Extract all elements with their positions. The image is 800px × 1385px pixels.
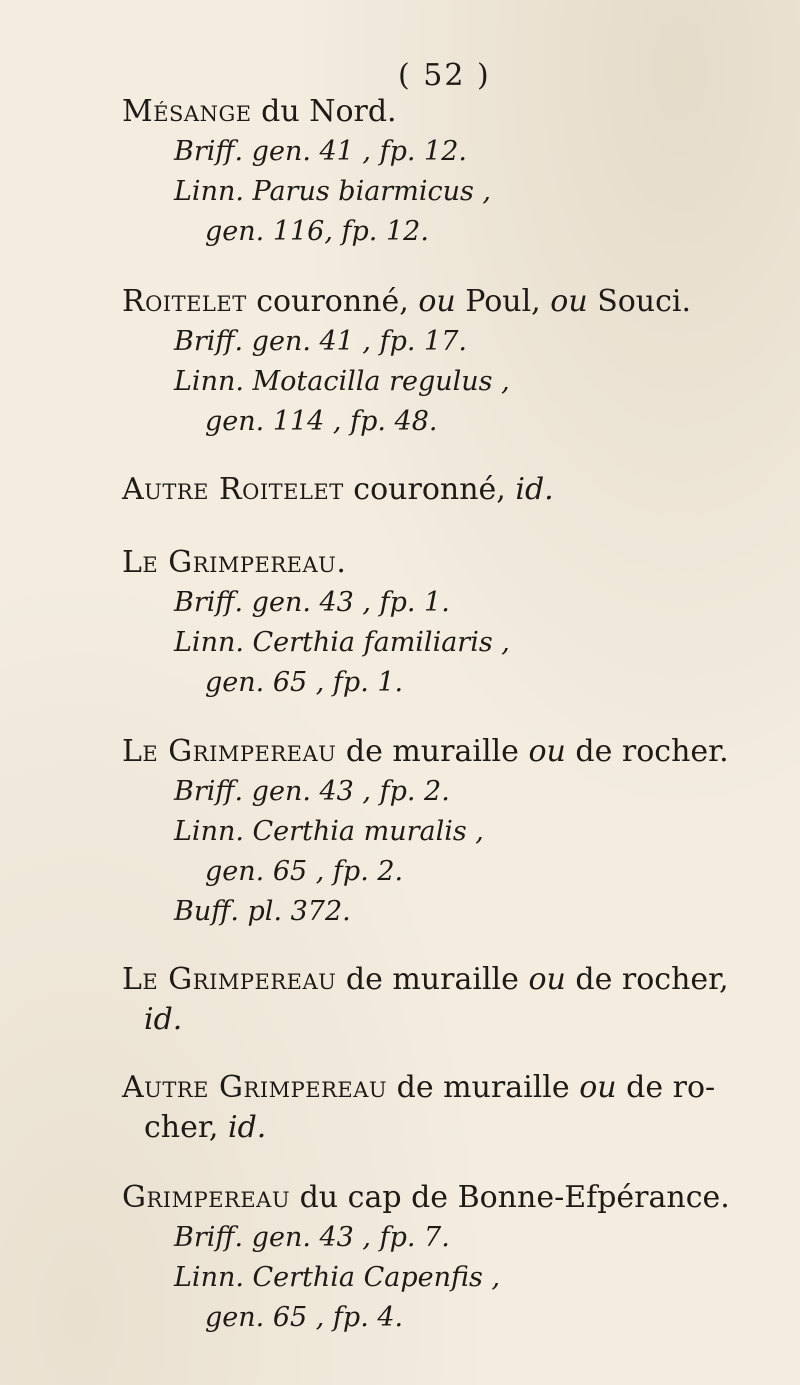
entry-heading: [122, 470, 782, 510]
heading-ditto: id.: [144, 1002, 183, 1037]
heading-text: couronné,: [343, 472, 516, 507]
heading-conjunction: ou: [528, 962, 566, 997]
heading-text: Souci.: [587, 284, 692, 319]
entry-mesange-du-nord: [122, 92, 782, 252]
heading-ditto: id.: [515, 472, 554, 507]
heading-text: de rocher.: [565, 734, 729, 769]
bird-name: Roitelet: [122, 284, 247, 319]
reference-line: gen. 65 , fp. 1.: [205, 667, 404, 698]
heading-ditto: id.: [228, 1110, 267, 1145]
reference-line: Linn. Certhia muralis ,: [174, 816, 484, 847]
heading-continuation: [122, 1000, 782, 1040]
heading-continuation: [122, 1108, 782, 1148]
entry-autre-roitelet: [122, 470, 782, 510]
reference-line: Briff. gen. 43 , fp. 2.: [174, 776, 450, 807]
reference-line: Linn. Parus biarmicus ,: [174, 176, 491, 207]
heading-text: du Nord.: [251, 94, 397, 129]
entry-heading: [122, 282, 782, 322]
bird-name: Mésange: [122, 94, 252, 129]
heading-conjunction: ou: [550, 284, 588, 319]
heading-text: de muraille: [336, 962, 529, 997]
heading-conjunction: ou: [528, 734, 566, 769]
entry-heading: [122, 1068, 782, 1108]
bird-name: Grimpereau: [122, 1180, 291, 1215]
heading-text: couronné,: [246, 284, 419, 319]
entry-roitelet-couronne: [122, 282, 782, 442]
reference-line: Briff. gen. 41 , fp. 17.: [174, 326, 467, 357]
entry-heading: [122, 960, 782, 1000]
entry-heading: [122, 1178, 782, 1218]
bird-name: Le Grimpereau.: [122, 545, 347, 580]
reference-line: gen. 114 , fp. 48.: [205, 406, 438, 437]
reference-line: Briff. gen. 43 , fp. 7.: [174, 1222, 450, 1253]
heading-text: de muraille: [336, 734, 529, 769]
heading-text: Poul,: [455, 284, 551, 319]
reference-line: gen. 116, fp. 12.: [205, 216, 429, 247]
heading-conjunction: ou: [579, 1070, 617, 1105]
reference-line: Linn. Motacilla regulus ,: [174, 366, 510, 397]
reference-line: Briff. gen. 43 , fp. 1.: [174, 587, 450, 618]
entry-le-grimpereau: [122, 543, 782, 703]
entry-grimpereau-de-muraille: [122, 732, 782, 932]
heading-text: de muraille: [387, 1070, 580, 1105]
bird-name: Autre Roitelet: [122, 472, 344, 507]
reference-line: Linn. Certhia familiaris ,: [174, 627, 510, 658]
heading-text: de rocher,: [565, 962, 729, 997]
reference-line: Buff. pl. 372.: [174, 896, 351, 927]
reference-line: gen. 65 , fp. 4.: [205, 1302, 404, 1333]
entry-heading: [122, 92, 782, 132]
bird-name: Le Grimpereau: [122, 962, 337, 997]
heading-text: du cap de Bonne-Efpérance.: [290, 1180, 730, 1215]
heading-text: de ro-: [616, 1070, 716, 1105]
reference-line: Briff. gen. 41 , fp. 12.: [174, 136, 467, 167]
entry-heading: [122, 732, 782, 772]
heading-text: cher,: [144, 1110, 228, 1145]
reference-line: Linn. Certhia Capenfis ,: [174, 1262, 501, 1293]
entry-grimpereau-du-cap: [122, 1178, 782, 1338]
heading-conjunction: ou: [418, 284, 456, 319]
reference-line: gen. 65 , fp. 2.: [205, 856, 404, 887]
entry-autre-grimpereau: [122, 1068, 782, 1148]
entry-heading: [122, 543, 782, 583]
bird-name: Autre Grimpereau: [122, 1070, 388, 1105]
page-number: ( 52 ): [398, 58, 491, 93]
entry-grimpereau-de-muraille-id: [122, 960, 782, 1040]
bird-name: Le Grimpereau: [122, 734, 337, 769]
